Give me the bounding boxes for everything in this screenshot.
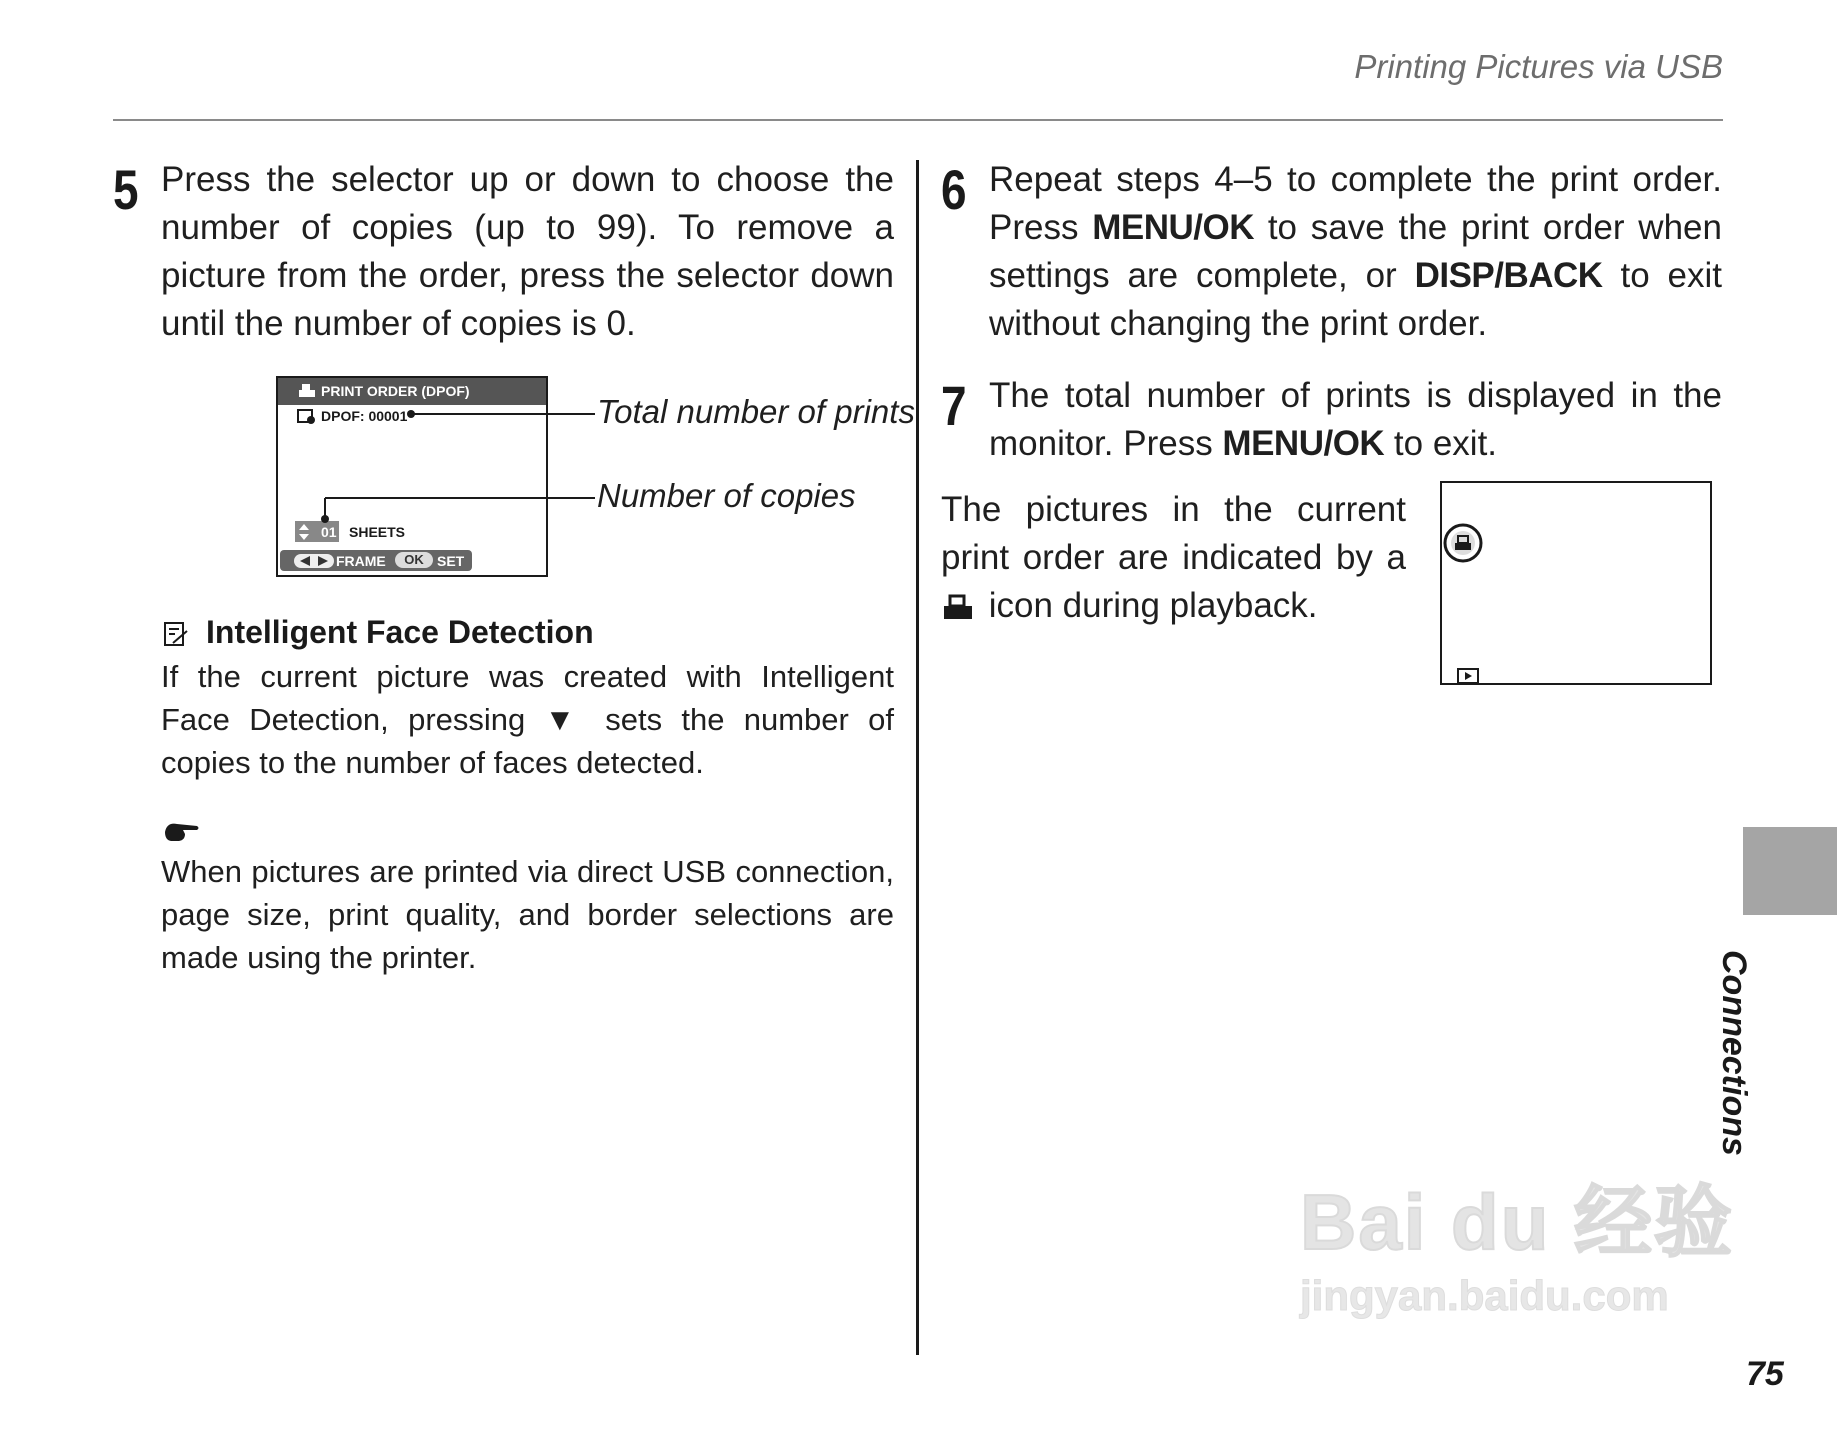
step-5-number: 5 — [113, 158, 139, 221]
callout-total-prints: Total number of prints — [597, 393, 915, 430]
step-5-text: Press the selector up or down to choose the number of copies (up to 99). To remove a picture from the order, press the selector down until the number of copies is 0. — [161, 160, 894, 343]
screen-title: PRINT ORDER (DPOF) — [321, 383, 470, 399]
step-6-number: 6 — [941, 158, 967, 221]
down-arrow-icon: ▼ — [544, 702, 586, 737]
section-tab-label-text: Connections — [1715, 950, 1753, 1156]
playback-note-text-2: icon during playback. — [979, 586, 1318, 625]
sheets-label: SHEETS — [349, 524, 406, 540]
step-7-number: 7 — [941, 374, 967, 437]
set-label: SET — [437, 553, 465, 569]
note-icon — [163, 621, 189, 647]
step-6-text — [989, 156, 1722, 348]
page-number: 75 — [1746, 1355, 1784, 1393]
menu-ok-key-2: MENU/OK — [1222, 424, 1385, 463]
step-7-text-2: to exit. — [1384, 424, 1498, 463]
print-order-badge-icon — [1442, 522, 1486, 566]
page-header-title: Printing Pictures via USB — [1354, 48, 1723, 85]
copies-count: 01 — [321, 524, 337, 540]
step-7-text — [989, 372, 1722, 468]
face-detection-text — [161, 655, 894, 784]
watermark-url: jingyan.baidu.com — [1300, 1272, 1669, 1319]
face-detection-text-1: If the current picture was created with Intelligent Face Detection, pressing — [161, 659, 894, 737]
face-detection-title: Intelligent Face Detection — [206, 614, 594, 650]
step-6-text-2: to save the print order when settings are complete, or — [989, 208, 1722, 295]
frame-label: FRAME — [336, 553, 386, 569]
pointing-hand-icon — [163, 818, 201, 844]
step-7-text-1: The total number of prints is displayed in the monitor. Press — [989, 376, 1722, 463]
menu-ok-key: MENU/OK — [1092, 208, 1255, 247]
step-6-text-3: to exit without changing the print order. — [989, 256, 1722, 343]
ok-button-icon: OK — [395, 552, 433, 568]
playback-note-text — [941, 486, 1406, 630]
playback-mode-icon — [1457, 668, 1479, 684]
playback-screen — [1440, 481, 1712, 685]
caution-note-text: When pictures are printed via direct USB connection, page size, print quality, and border selections are made using the printer. — [161, 854, 894, 975]
step-6-text-1: Repeat steps 4–5 to complete the print order. Press — [989, 160, 1722, 247]
playback-note-text-1: The pictures in the current print order are indicated by a — [941, 490, 1406, 577]
watermark-brand: Bai du 经验 — [1300, 1178, 1735, 1266]
print-order-icon — [941, 593, 975, 621]
baidu-watermark — [1300, 1160, 1734, 1320]
section-tab — [1743, 827, 1837, 915]
face-detection-text-2: sets the number of copies to the number of faces detected. — [161, 702, 894, 780]
disp-back-key: DISP/BACK — [1414, 256, 1603, 295]
dpof-total: DPOF: 00001 — [321, 408, 408, 424]
callout-number-of-copies: Number of copies — [597, 477, 856, 514]
